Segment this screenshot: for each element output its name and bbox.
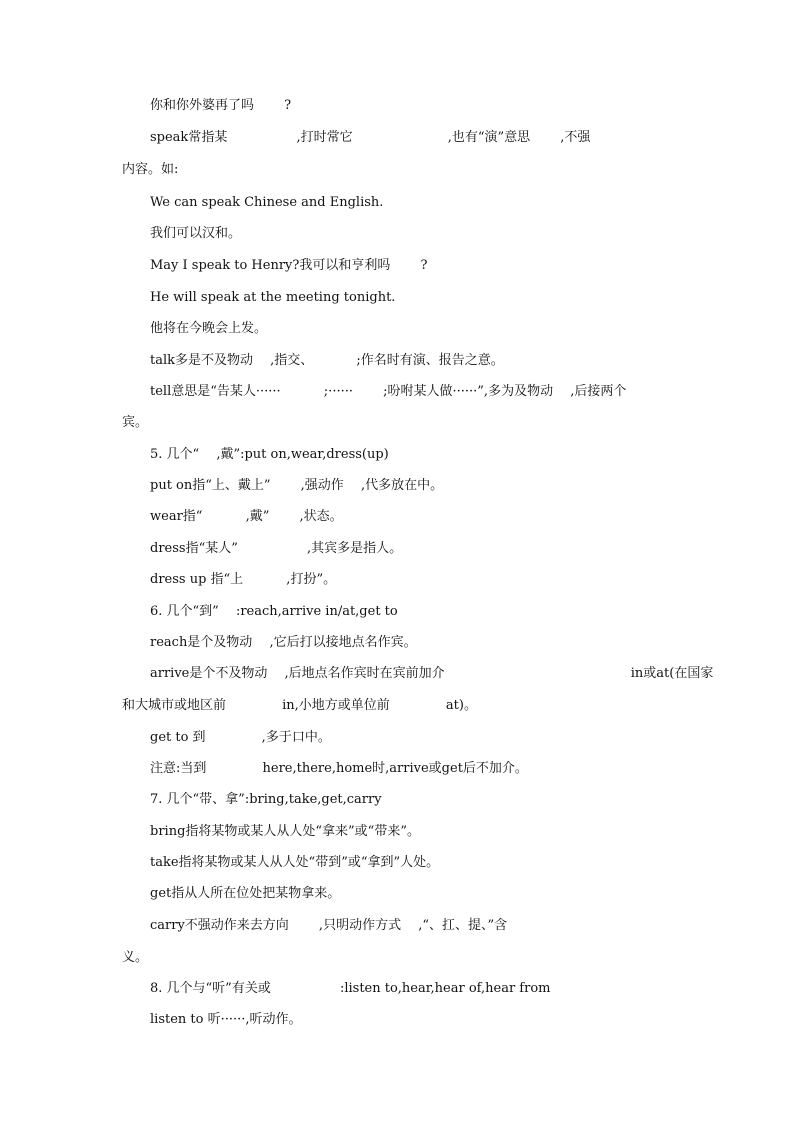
text-line-28: 义。 xyxy=(122,950,149,965)
text-line-24: bring指将某物或某人从人处“拿来”或“带来”。 xyxy=(150,824,420,839)
text-line-19: arrive是个不及物动 ,后地点名作宾时在宾前加介 in或at(在国家 xyxy=(150,666,714,681)
text-line-29: 8. 几个与“听”有关或 :listen to,hear,hear of,hear from xyxy=(150,981,551,996)
text-line-6: May I speak to Henry?我可以和亨利吗 ? xyxy=(150,258,428,273)
text-line-10: tell意思是“告某人······ ;······ ;吩咐某人做······”,多为及物动 ,后接两个 xyxy=(150,384,627,399)
text-line-23: 7. 几个“带、拿”:bring,take,get,carry xyxy=(150,792,382,807)
text-line-27: carry不强动作来去方向 ,只明动作方式 ,“、扛、提、”含 xyxy=(150,918,508,933)
text-line-25: take指将某物或某人从人处“带到”或“拿到”人处。 xyxy=(150,855,440,870)
text-line-26: get指从人所在位处把某物拿来。 xyxy=(150,886,341,901)
text-line-12: 5. 几个“ ,戴”:put on,wear,dress(up) xyxy=(150,447,389,462)
text-line-3: 内容。如: xyxy=(122,162,179,177)
text-line-11: 宾。 xyxy=(122,415,149,430)
text-line-1: 你和你外婆再了吗 ? xyxy=(150,98,292,113)
text-line-4: We can speak Chinese and English. xyxy=(150,195,384,210)
text-line-14: wear指“ ,戴” ,状态。 xyxy=(150,509,343,524)
text-line-13: put on指“上、戴上” ,强动作 ,代多放在中。 xyxy=(150,478,444,493)
text-line-15: dress指“某人” ,其宾多是指人。 xyxy=(150,541,403,556)
text-line-9: talk多是不及物动 ,指交、 ;作名时有演、报告之意。 xyxy=(150,353,504,368)
text-line-8: 他将在今晚会上发。 xyxy=(150,321,268,336)
text-line-30: listen to 听······,听动作。 xyxy=(150,1012,302,1027)
text-line-20: 和大城市或地区前 in,小地方或单位前 at)。 xyxy=(122,698,477,713)
text-line-2: speak常指某 ,打时常它 ,也有“演”意思 ,不强 xyxy=(150,130,591,145)
text-line-18: reach是个及物动 ,它后打以接地点名作宾。 xyxy=(150,635,417,650)
text-line-16: dress up 指“上 ,打扮”。 xyxy=(150,572,337,587)
text-line-5: 我们可以汉和。 xyxy=(150,226,242,241)
text-line-17: 6. 几个“到” :reach,arrive in/at,get to xyxy=(150,604,398,619)
text-line-21: get to 到 ,多于口中。 xyxy=(150,730,331,745)
text-line-22: 注意:当到 here,there,home时,arrive或get后不加介。 xyxy=(150,761,528,776)
text-line-7: He will speak at the meeting tonight. xyxy=(150,290,396,305)
